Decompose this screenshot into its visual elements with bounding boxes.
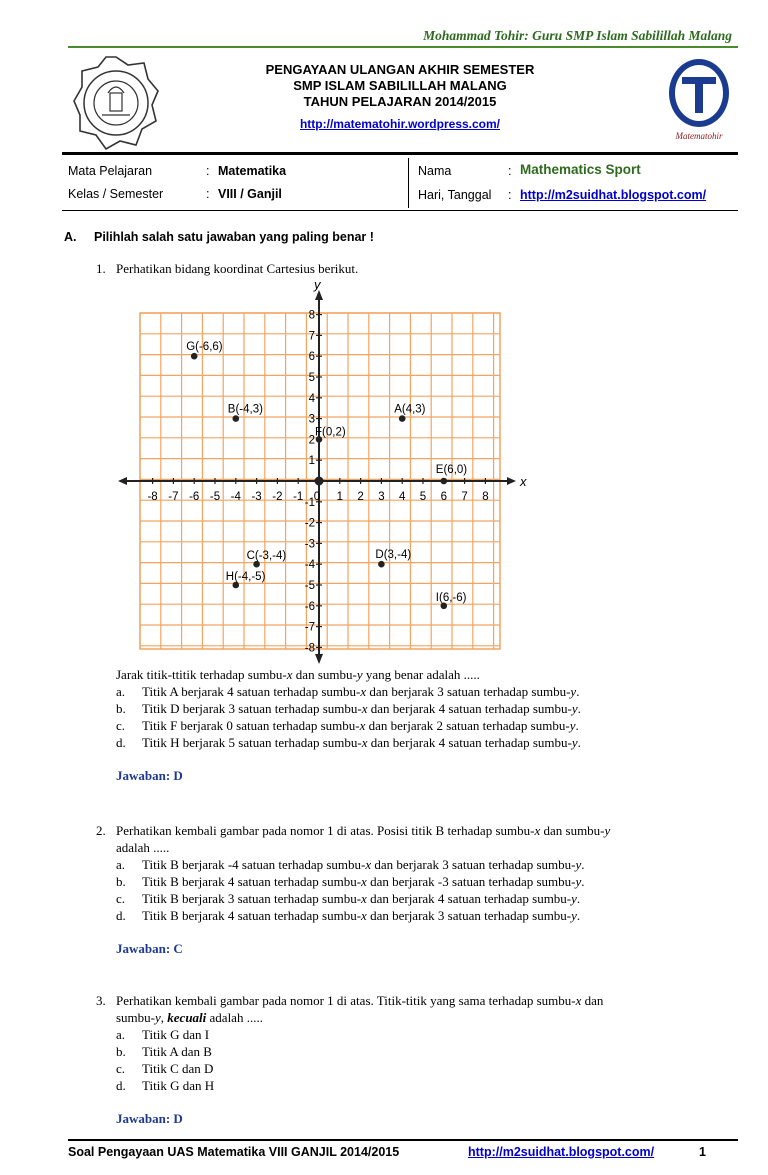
x-tick-label: -1 xyxy=(293,491,304,503)
point-label-f: F(0,2) xyxy=(315,426,346,439)
option-c: c. Titik F berjarak 0 satuan terhadap sumbu-x dan berjarak 2 satuan terhadap sumbu-y. xyxy=(116,718,579,733)
y-tick-label: -4 xyxy=(304,559,315,572)
header-title-1: PENGAYAAN ULANGAN AKHIR SEMESTER xyxy=(265,62,535,77)
answer-q2: Jawaban: C xyxy=(116,941,183,956)
point-b xyxy=(233,415,240,422)
answer-q3: Jawaban: D xyxy=(116,1111,183,1126)
option-b: b. Titik D berjarak 3 satuan terhadap sumbu-x dan berjarak 4 satuan terhadap sumbu-y. xyxy=(116,701,581,716)
option-c: c. Titik C dan D xyxy=(116,1061,214,1076)
exam-header xyxy=(200,62,600,132)
y-tick-label: -5 xyxy=(304,580,315,592)
option-a: a. Titik A berjarak 4 satuan terhadap sumbu-x dan berjarak 3 satuan terhadap sumbu-y. xyxy=(116,684,580,699)
y-tick-label: -6 xyxy=(304,600,315,613)
x-tick-label: 1 xyxy=(336,491,344,503)
question-text: Perhatikan bidang koordinat Cartesius berikut. xyxy=(116,261,359,276)
option-d: d. Titik B berjarak 4 satuan terhadap sumbu-x dan berjarak 3 satuan terhadap sumbu-y. xyxy=(116,908,581,923)
footer-title: Soal Pengayaan UAS Matematika VIII GANJIL 2014/2015 xyxy=(68,1145,400,1159)
top-rule xyxy=(68,46,738,48)
y-axis-label: y xyxy=(314,277,321,292)
name-value: Mathematics Sport xyxy=(520,162,641,177)
point-label-i: I(6,-6) xyxy=(435,591,467,604)
point-d xyxy=(378,561,385,568)
info-rule xyxy=(62,210,738,211)
footer-link[interactable]: http://m2suidhat.blogspot.com/ xyxy=(468,1145,655,1159)
colon-1: : xyxy=(206,164,210,178)
x-tick-label: 8 xyxy=(482,491,489,503)
class-label: Kelas / Semester xyxy=(68,187,164,201)
option-c: c. Titik B berjarak 3 satuan terhadap sumbu-x dan berjarak 4 satuan terhadap sumbu-y. xyxy=(116,891,581,906)
point-label-h: H(-4,-5) xyxy=(225,571,266,583)
x-tick-label: 7 xyxy=(461,491,468,503)
question-text: Perhatikan kembali gambar pada nomor 1 di atas. Titik-titik yang sama terhadap sumbu-x dan xyxy=(116,993,604,1008)
point-g xyxy=(191,353,198,360)
question-stem: Jarak titik-ttitik terhadap sumbu-x dan sumbu-y yang benar adalah ..... xyxy=(116,667,480,682)
matematohir-logo xyxy=(662,55,736,147)
option-d: d. Titik H berjarak 5 satuan terhadap sumbu-x dan berjarak 4 satuan terhadap sumbu-y. xyxy=(116,735,581,750)
option-a: a. Titik B berjarak -4 satuan terhadap sumbu-x dan berjarak 3 satuan terhadap sumbu-y. xyxy=(116,857,585,872)
option-b: b. Titik A dan B xyxy=(116,1044,212,1059)
x-tick-label: -7 xyxy=(168,491,179,503)
cartesian-chart xyxy=(118,276,527,666)
section-title: Pilihlah salah satu jawaban yang paling benar ! xyxy=(93,230,374,244)
point-label-g: G(-6,6) xyxy=(186,341,223,354)
x-tick-label: -3 xyxy=(251,491,262,503)
colon-2: : xyxy=(206,187,210,201)
x-tick-label: 4 xyxy=(398,491,406,503)
y-tick-label: -7 xyxy=(304,621,315,634)
x-tick-label: -8 xyxy=(147,491,158,503)
point-label-b: B(-4,3) xyxy=(227,403,263,416)
section-letter: A. xyxy=(64,230,77,244)
answer-q1: Jawaban: D xyxy=(116,768,183,783)
y-axis-arrow-down xyxy=(315,654,323,664)
name-label: Nama xyxy=(418,164,452,178)
y-tick-label: 7 xyxy=(308,330,315,343)
origin-label: 0 xyxy=(313,491,321,503)
school-seal-logo xyxy=(72,55,160,151)
y-tick-label: -1 xyxy=(304,496,315,509)
y-tick-label: 6 xyxy=(308,351,315,364)
x-tick-label: 3 xyxy=(378,491,385,503)
question-text-2: adalah ..... xyxy=(116,840,170,855)
x-axis-label: x xyxy=(520,474,527,489)
origin-point xyxy=(315,477,324,486)
header-rule xyxy=(62,152,738,155)
header-title-2: SMP ISLAM SABILILLAH MALANG xyxy=(293,78,507,93)
question-number: 3. xyxy=(96,993,106,1008)
y-tick-label: -3 xyxy=(304,538,315,551)
x-tick-label: -5 xyxy=(209,491,221,503)
x-axis-arrow-left xyxy=(118,477,127,485)
x-tick-label: -4 xyxy=(230,491,241,503)
question-text-2: sumbu-y, kecuali adalah ..... xyxy=(116,1010,263,1025)
question-text: Perhatikan kembali gambar pada nomor 1 di atas. Posisi titik B terhadap sumbu-x dan sumbu-y xyxy=(116,823,611,838)
y-tick-label: -8 xyxy=(304,642,315,655)
y-tick-label: -2 xyxy=(304,517,315,530)
option-b: b. Titik B berjarak 4 satuan terhadap sumbu-x dan berjarak -3 satuan terhadap sumbu-y. xyxy=(116,874,585,889)
y-tick-label: 1 xyxy=(308,455,315,468)
x-tick-label: 6 xyxy=(440,491,448,503)
class-value: VIII / Ganjil xyxy=(218,187,282,201)
colon-4: : xyxy=(508,188,512,202)
footer-rule xyxy=(68,1139,738,1141)
section-heading xyxy=(64,230,374,244)
header-title-3: TAHUN PELAJARAN 2014/2015 xyxy=(303,94,497,109)
author-line: Mohammad Tohir: Guru SMP Islam Sabilillah Malang xyxy=(423,28,732,43)
point-label-c: C(-3,-4) xyxy=(246,550,287,563)
y-tick-label: 5 xyxy=(308,372,315,384)
y-tick-label: 3 xyxy=(308,413,315,426)
question-number: 1. xyxy=(96,261,106,276)
logo-right-text: Matematohir xyxy=(675,131,723,141)
point-e xyxy=(441,478,448,485)
x-tick-label: -6 xyxy=(189,491,200,503)
x-tick-label: -2 xyxy=(272,491,283,503)
question-1-options xyxy=(116,666,736,784)
page-number: 1 xyxy=(699,1145,706,1159)
point-label-a: A(4,3) xyxy=(394,403,426,416)
subject-value: Matematika xyxy=(218,164,287,178)
point-a xyxy=(399,415,406,422)
point-label-e: E(6,0) xyxy=(435,464,468,476)
x-axis-arrow xyxy=(507,477,516,485)
x-tick-label: 2 xyxy=(357,491,364,503)
info-divider xyxy=(408,158,409,208)
question-number: 2. xyxy=(96,823,106,838)
option-a: a. Titik G dan I xyxy=(116,1027,210,1042)
header-url-link[interactable]: http://matematohir.wordpress.com/ xyxy=(299,117,501,131)
x-tick-label: 5 xyxy=(419,491,427,503)
date-label: Hari, Tanggal xyxy=(418,188,492,202)
y-tick-label: 4 xyxy=(308,392,315,405)
student-info xyxy=(62,158,738,210)
y-tick-label: 2 xyxy=(308,434,315,447)
colon-3: : xyxy=(508,164,512,178)
subject-label: Mata Pelajaran xyxy=(68,164,153,178)
point-label-d: D(3,-4) xyxy=(375,549,412,562)
date-value-link[interactable]: http://m2suidhat.blogspot.com/ xyxy=(520,188,707,202)
option-d: d. Titik G dan H xyxy=(116,1078,215,1093)
y-tick-label: 8 xyxy=(308,309,315,322)
